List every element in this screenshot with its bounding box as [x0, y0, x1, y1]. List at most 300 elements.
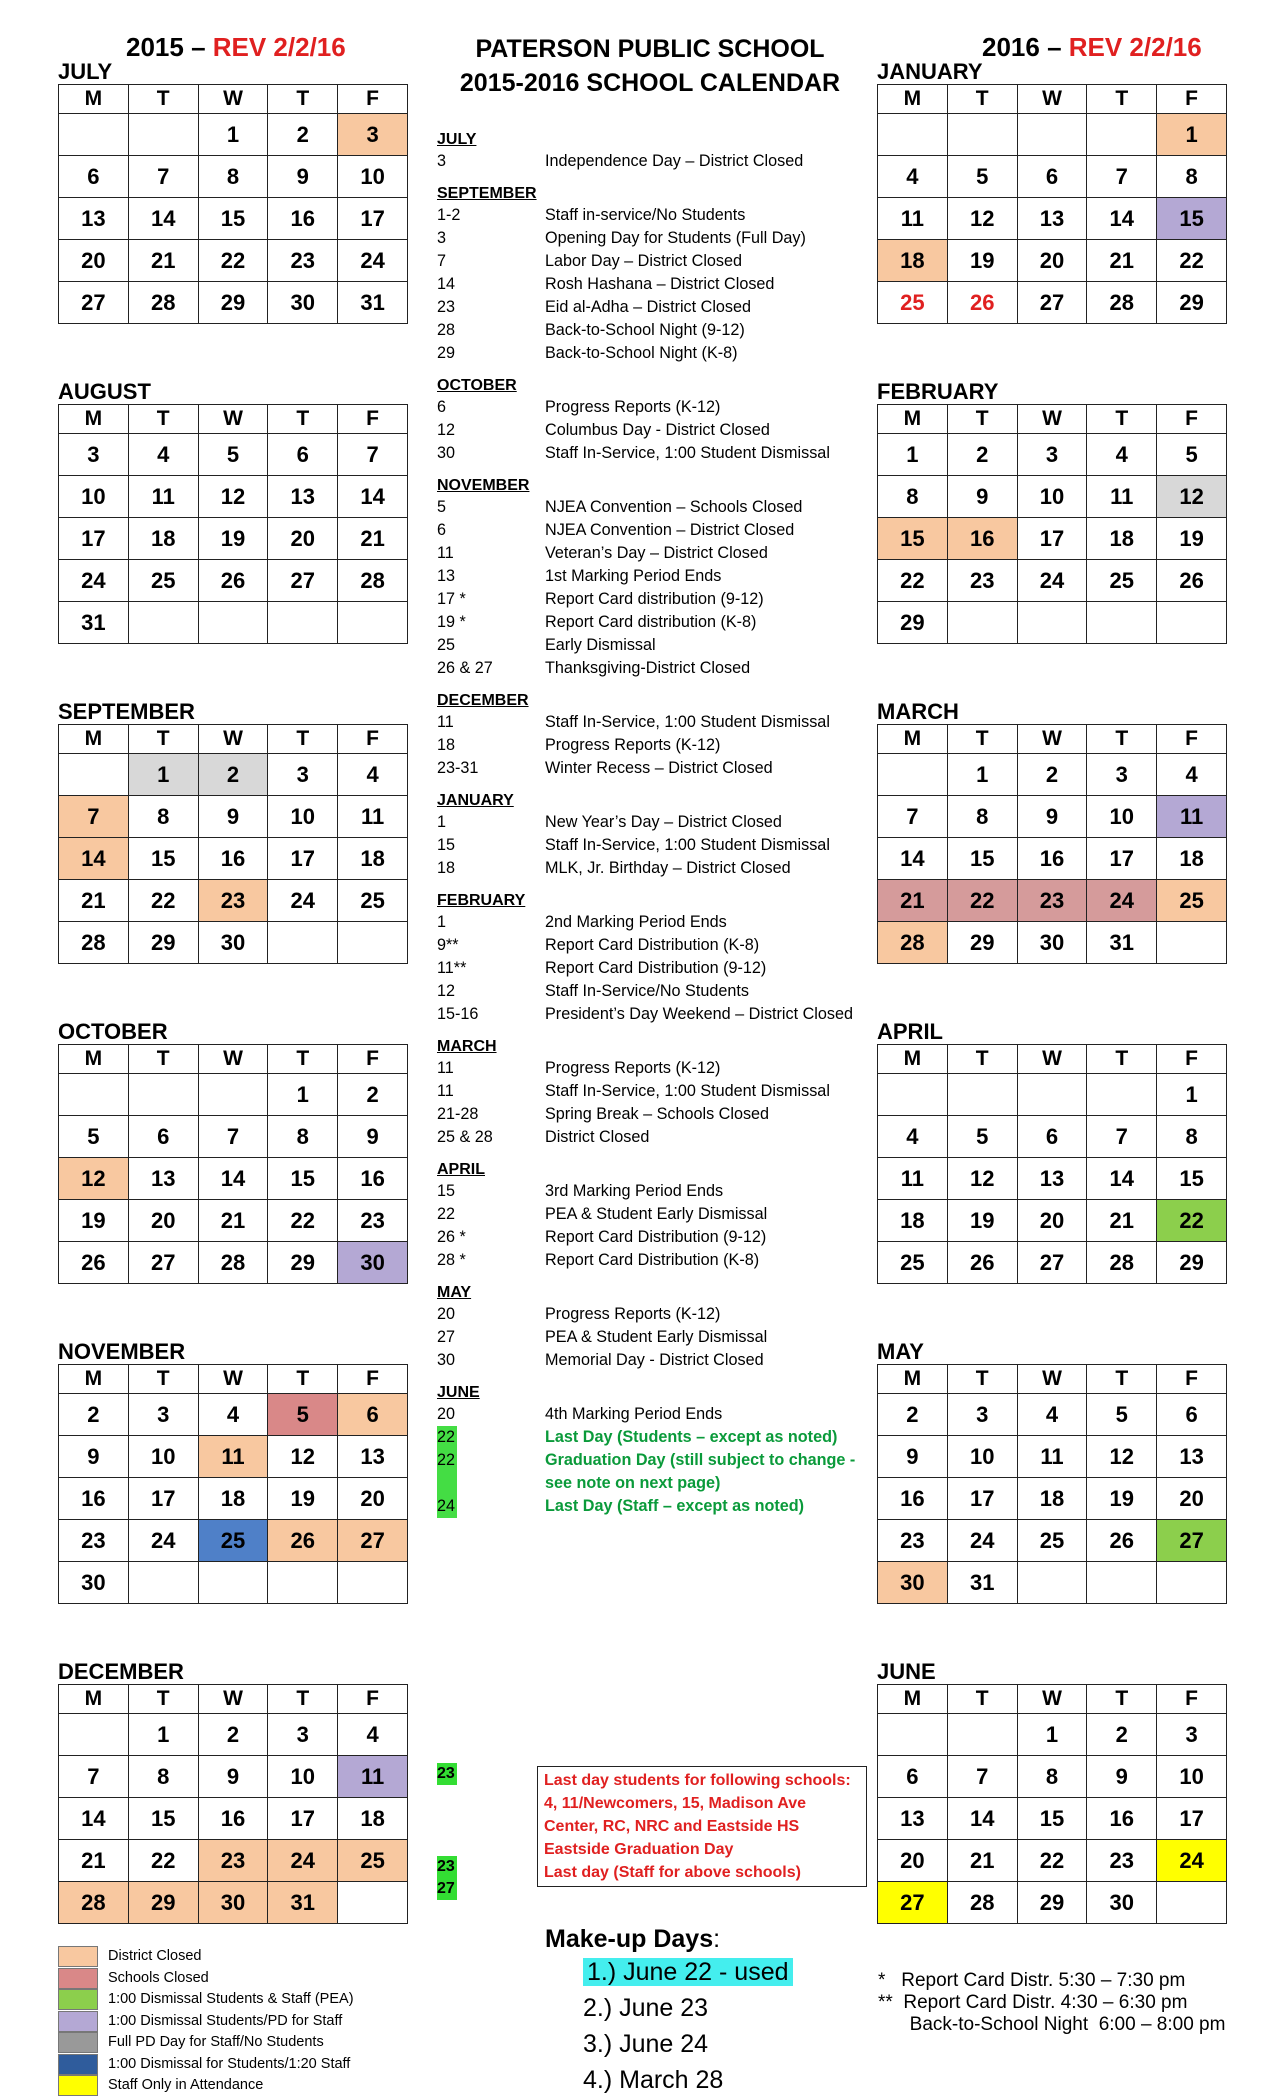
empty-cell	[1087, 602, 1157, 644]
day-cell: 21	[1087, 1200, 1157, 1242]
left-year: 2015 –	[126, 32, 213, 62]
makeup-item-1: 1.) June 22 - used	[583, 1958, 793, 1986]
day-cell: 7	[338, 434, 408, 476]
day-cell: 9	[878, 1436, 948, 1478]
event-row	[437, 957, 857, 980]
week-row	[878, 602, 1227, 644]
day-cell: 4	[1087, 434, 1157, 476]
event-row	[437, 1403, 857, 1426]
week-row	[878, 198, 1227, 240]
day-cell: 24	[1087, 880, 1157, 922]
event-text: PEA & Student Early Dismissal	[545, 1205, 768, 1223]
day-cell: 25	[1017, 1520, 1087, 1562]
day-cell: 27	[338, 1520, 408, 1562]
day-cell: 16	[198, 838, 268, 880]
events-month-heading: FEBRUARY	[437, 892, 526, 909]
event-row	[437, 834, 857, 857]
events-july	[437, 130, 857, 173]
day-cell: 17	[59, 518, 129, 560]
day-cell: 13	[1157, 1436, 1227, 1478]
day-cell: 4	[878, 1116, 948, 1158]
event-date: 26 & 27	[437, 659, 493, 677]
day-cell: 11	[1157, 796, 1227, 838]
day-cell: 15	[1017, 1798, 1087, 1840]
weekday-header: T	[947, 1365, 1017, 1394]
month-grid	[58, 1044, 408, 1284]
event-date: 26 *	[437, 1228, 466, 1246]
event-text: Report Card distribution (9-12)	[545, 590, 764, 608]
day-cell: 29	[878, 602, 948, 644]
day-cell: 21	[1087, 240, 1157, 282]
legend-item	[58, 2054, 354, 2076]
weekday-header: T	[947, 85, 1017, 114]
day-cell: 4	[338, 754, 408, 796]
week-row	[59, 434, 408, 476]
event-row	[437, 565, 857, 588]
weekday-header: T	[128, 1045, 198, 1074]
event-row	[437, 611, 857, 634]
day-cell: 7	[947, 1756, 1017, 1798]
event-date: 22	[437, 1205, 456, 1223]
event-row	[437, 296, 857, 319]
day-cell: 11	[1017, 1436, 1087, 1478]
day-cell: 16	[1017, 838, 1087, 880]
day-cell: 20	[338, 1478, 408, 1520]
legend-item	[58, 2075, 354, 2097]
day-cell: 26	[1157, 560, 1227, 602]
day-cell: 22	[268, 1200, 338, 1242]
right-month-march	[877, 700, 1227, 964]
week-row	[59, 476, 408, 518]
event-date: 12	[437, 421, 456, 439]
event-date: 30	[437, 1351, 456, 1369]
day-cell: 15	[878, 518, 948, 560]
event-date: 25	[437, 636, 456, 654]
week-row	[59, 1478, 408, 1520]
day-cell: 9	[198, 1756, 268, 1798]
day-cell: 18	[198, 1478, 268, 1520]
event-date: 15-16	[437, 1005, 479, 1023]
week-row	[59, 796, 408, 838]
event-row	[437, 204, 857, 227]
legend-label: 1:00 Dismissal for Students/1:20 Staff	[108, 2055, 351, 2072]
day-cell: 28	[947, 1882, 1017, 1924]
event-row	[437, 442, 857, 465]
day-cell: 20	[128, 1200, 198, 1242]
day-cell: 15	[268, 1158, 338, 1200]
event-text: Progress Reports (K-12)	[545, 398, 721, 416]
empty-cell	[128, 114, 198, 156]
day-cell: 10	[59, 476, 129, 518]
day-cell: 19	[1087, 1478, 1157, 1520]
day-cell: 16	[1087, 1798, 1157, 1840]
day-cell: 15	[1157, 198, 1227, 240]
day-cell: 30	[198, 1882, 268, 1924]
events-month-heading: DECEMBER	[437, 692, 529, 709]
week-row	[878, 922, 1227, 964]
weekday-header: W	[1017, 1045, 1087, 1074]
week-row	[59, 1200, 408, 1242]
week-row	[59, 1436, 408, 1478]
week-row	[59, 1116, 408, 1158]
event-text: 3rd Marking Period Ends	[545, 1182, 724, 1200]
day-cell: 25	[128, 560, 198, 602]
week-row	[878, 1798, 1227, 1840]
week-row	[59, 240, 408, 282]
weekday-header: M	[59, 405, 129, 434]
right-month-january	[877, 60, 1227, 324]
title-line1: PATERSON PUBLIC SCHOOL	[475, 35, 825, 63]
event-text: Columbus Day - District Closed	[545, 421, 770, 439]
day-cell: 17	[268, 1798, 338, 1840]
empty-cell	[128, 1562, 198, 1604]
day-cell: 16	[198, 1798, 268, 1840]
legend-label: Schools Closed	[108, 1969, 209, 1986]
event-date: 30	[437, 444, 456, 462]
day-cell: 5	[198, 434, 268, 476]
event-text: Report Card Distribution (9-12)	[545, 959, 767, 977]
footnote-1: * Report Card Distr. 5:30 – 7:30 pm	[878, 1970, 1186, 1991]
month-grid	[58, 1364, 408, 1604]
day-cell: 9	[338, 1116, 408, 1158]
month-name: APRIL	[877, 1019, 943, 1044]
weekday-header: T	[268, 1365, 338, 1394]
event-row	[437, 1349, 857, 1372]
month-grid	[58, 1684, 408, 1924]
event-text: Labor Day – District Closed	[545, 252, 743, 270]
legend-label: Full PD Day for Staff/No Students	[108, 2034, 324, 2050]
day-cell: 29	[128, 922, 198, 964]
event-text: Last Day (Students – except as noted)	[545, 1428, 838, 1446]
empty-cell	[59, 114, 129, 156]
day-cell: 1	[1017, 1714, 1087, 1756]
day-cell: 8	[1017, 1756, 1087, 1798]
day-cell: 16	[59, 1478, 129, 1520]
day-cell: 15	[1157, 1158, 1227, 1200]
empty-cell	[1157, 1882, 1227, 1924]
month-name: JANUARY	[877, 59, 983, 84]
day-cell: 12	[1087, 1436, 1157, 1478]
day-cell: 2	[1017, 754, 1087, 796]
event-date: 18	[437, 736, 456, 754]
day-cell: 4	[1017, 1394, 1087, 1436]
legend-swatch	[58, 2032, 98, 2053]
month-name: JUNE	[877, 1659, 936, 1684]
weekday-header: T	[1087, 405, 1157, 434]
event-text: Staff In-Service, 1:00 Student Dismissal	[545, 713, 830, 731]
event-row	[437, 1303, 857, 1326]
event-text: Staff In-Service/No Students	[545, 982, 749, 1000]
day-cell: 12	[59, 1158, 129, 1200]
event-text: Veteran’s Day – District Closed	[545, 544, 768, 562]
day-cell: 27	[1017, 282, 1087, 324]
right-month-june	[877, 1660, 1227, 1924]
left-month-november	[58, 1340, 408, 1604]
events-month-heading: MAY	[437, 1284, 472, 1301]
legend-item	[58, 1968, 354, 1990]
week-row	[59, 754, 408, 796]
day-cell: 15	[128, 1798, 198, 1840]
weekday-header: M	[878, 405, 948, 434]
empty-cell	[878, 1074, 948, 1116]
footnote-2: ** Report Card Distr. 4:30 – 6:30 pm	[878, 1992, 1188, 2013]
day-cell: 15	[128, 838, 198, 880]
day-cell: 5	[268, 1394, 338, 1436]
empty-cell	[878, 1714, 948, 1756]
day-cell: 29	[1157, 1242, 1227, 1284]
month-grid	[877, 1684, 1227, 1924]
day-cell: 29	[947, 922, 1017, 964]
day-cell: 11	[878, 198, 948, 240]
event-date: 6	[437, 521, 447, 539]
left-month-september	[58, 700, 408, 964]
week-row	[878, 240, 1227, 282]
events-december	[437, 691, 857, 780]
day-cell: 22	[878, 560, 948, 602]
day-cell: 30	[268, 282, 338, 324]
event-date: 23	[437, 298, 456, 316]
day-cell: 26	[268, 1520, 338, 1562]
day-cell: 31	[1087, 922, 1157, 964]
day-cell: 7	[1087, 156, 1157, 198]
weekday-header: W	[198, 405, 268, 434]
month-grid	[58, 724, 408, 964]
empty-cell	[198, 1562, 268, 1604]
day-cell: 28	[59, 1882, 129, 1924]
day-cell: 10	[338, 156, 408, 198]
week-row	[878, 1200, 1227, 1242]
events-month-heading: JULY	[437, 131, 477, 148]
day-cell: 18	[338, 838, 408, 880]
empty-cell	[1157, 922, 1227, 964]
day-cell: 30	[878, 1562, 948, 1604]
green-marker-27: 27	[437, 1878, 457, 1900]
day-cell: 1	[1157, 1074, 1227, 1116]
day-cell: 26	[59, 1242, 129, 1284]
box-note-text2: Eastside Graduation Day	[544, 1841, 734, 1858]
day-cell: 6	[268, 434, 338, 476]
events-january	[437, 791, 857, 880]
weekday-header: M	[878, 1365, 948, 1394]
day-cell: 14	[1087, 1158, 1157, 1200]
month-name: OCTOBER	[58, 1019, 168, 1044]
makeup-days	[545, 1925, 793, 2098]
day-cell: 22	[1157, 1200, 1227, 1242]
month-name: SEPTEMBER	[58, 699, 195, 724]
week-row	[878, 1074, 1227, 1116]
day-cell: 19	[947, 1200, 1017, 1242]
empty-cell	[947, 602, 1017, 644]
week-row	[59, 1714, 408, 1756]
event-date: 3	[437, 229, 447, 247]
events-march	[437, 1037, 857, 1149]
weekday-header: W	[198, 1685, 268, 1714]
empty-cell	[1157, 602, 1227, 644]
day-cell: 30	[338, 1242, 408, 1284]
weekday-header: W	[198, 1045, 268, 1074]
day-cell: 8	[1157, 1116, 1227, 1158]
event-text: Memorial Day - District Closed	[545, 1351, 764, 1369]
green-marker-23b: 23	[437, 1856, 457, 1878]
left-month-december	[58, 1660, 408, 1924]
month-name: MARCH	[877, 699, 959, 724]
week-row	[878, 282, 1227, 324]
day-cell: 27	[128, 1242, 198, 1284]
legend-item	[58, 2032, 354, 2054]
day-cell: 23	[1087, 1840, 1157, 1882]
empty-cell	[1087, 1562, 1157, 1604]
event-row	[437, 419, 857, 442]
empty-cell	[947, 1074, 1017, 1116]
events-may	[437, 1283, 857, 1372]
day-cell: 29	[1017, 1882, 1087, 1924]
day-cell: 23	[1017, 880, 1087, 922]
day-cell: 3	[268, 1714, 338, 1756]
legend-swatch	[58, 2011, 98, 2032]
week-row	[59, 1798, 408, 1840]
day-cell: 17	[1157, 1798, 1227, 1840]
day-cell: 3	[1087, 754, 1157, 796]
box-note-text1: Last day students for following schools: 4, 11/Newcomers, 15, Madison Ave Center, RC, NRC and Eastside HS	[544, 1772, 851, 1835]
day-cell: 14	[1087, 198, 1157, 240]
day-cell: 1	[198, 114, 268, 156]
event-text: Progress Reports (K-12)	[545, 1059, 721, 1077]
legend	[58, 1946, 354, 2097]
event-text: 2nd Marking Period Ends	[545, 913, 727, 931]
weekday-header: F	[1157, 85, 1227, 114]
day-cell: 14	[59, 838, 129, 880]
day-cell: 1	[947, 754, 1017, 796]
day-cell: 13	[59, 198, 129, 240]
day-cell: 21	[59, 1840, 129, 1882]
week-row	[59, 560, 408, 602]
day-cell: 11	[1087, 476, 1157, 518]
day-cell: 20	[1157, 1478, 1227, 1520]
empty-cell	[947, 1714, 1017, 1756]
green-marker-23a: 23	[437, 1763, 457, 1785]
day-cell: 31	[338, 282, 408, 324]
legend-swatch	[58, 1968, 98, 1989]
week-row	[59, 1520, 408, 1562]
event-text: Staff In-Service, 1:00 Student Dismissal	[545, 1082, 830, 1100]
right-rev: REV 2/2/16	[1068, 32, 1202, 62]
day-cell: 16	[878, 1478, 948, 1520]
events-list	[437, 130, 857, 1529]
footnotes	[878, 1970, 1225, 2036]
weekday-header: T	[268, 85, 338, 114]
day-cell: 22	[128, 880, 198, 922]
day-cell: 28	[59, 922, 129, 964]
page-title	[400, 32, 900, 100]
header-left	[126, 32, 346, 63]
event-date: 1	[437, 813, 447, 831]
day-cell: 18	[1017, 1478, 1087, 1520]
event-text: Report Card Distribution (9-12)	[545, 1228, 767, 1246]
event-row	[437, 1203, 857, 1226]
events-month-heading: NOVEMBER	[437, 477, 530, 494]
day-cell: 29	[128, 1882, 198, 1924]
day-cell: 7	[1087, 1116, 1157, 1158]
event-row	[437, 496, 857, 519]
weekday-header: T	[947, 405, 1017, 434]
weekday-header: W	[1017, 1685, 1087, 1714]
week-row	[878, 838, 1227, 880]
weekday-header: M	[59, 1365, 129, 1394]
weekday-header: T	[268, 1045, 338, 1074]
event-date: 14	[437, 275, 456, 293]
weekday-header: F	[338, 725, 408, 754]
weekday-header: W	[1017, 85, 1087, 114]
day-cell: 31	[268, 1882, 338, 1924]
day-cell: 17	[947, 1478, 1017, 1520]
empty-cell	[1087, 1074, 1157, 1116]
weekday-header: M	[59, 85, 129, 114]
makeup-title: Make-up Days	[545, 1925, 714, 1953]
event-row	[437, 634, 857, 657]
events-february	[437, 891, 857, 1026]
month-name: MAY	[877, 1339, 924, 1364]
day-cell: 12	[198, 476, 268, 518]
week-row	[878, 754, 1227, 796]
event-row	[437, 342, 857, 365]
day-cell: 24	[59, 560, 129, 602]
day-cell: 3	[128, 1394, 198, 1436]
day-cell: 27	[1157, 1520, 1227, 1562]
day-cell: 27	[878, 1882, 948, 1924]
event-date: 21-28	[437, 1105, 479, 1123]
weekday-header: M	[59, 1045, 129, 1074]
day-cell: 23	[338, 1200, 408, 1242]
event-row	[437, 396, 857, 419]
event-date: 18	[437, 859, 456, 877]
events-month-heading: SEPTEMBER	[437, 185, 537, 202]
day-cell: 9	[59, 1436, 129, 1478]
week-row	[878, 1436, 1227, 1478]
event-date: 5	[437, 498, 447, 516]
event-text: Eid al-Adha – District Closed	[545, 298, 752, 316]
weekday-header: W	[1017, 725, 1087, 754]
day-cell: 10	[268, 796, 338, 838]
day-cell: 11	[878, 1158, 948, 1200]
event-row	[437, 757, 857, 780]
day-cell: 28	[878, 922, 948, 964]
header-right	[982, 32, 1202, 63]
event-row	[437, 1103, 857, 1126]
event-row	[437, 542, 857, 565]
day-cell: 6	[1017, 156, 1087, 198]
day-cell: 4	[338, 1714, 408, 1756]
day-cell: 18	[1157, 838, 1227, 880]
day-cell: 19	[59, 1200, 129, 1242]
month-grid	[58, 404, 408, 644]
event-date: 27	[437, 1328, 456, 1346]
event-date: 12	[437, 982, 456, 1000]
day-cell: 19	[1157, 518, 1227, 560]
day-cell: 25	[338, 1840, 408, 1882]
event-date: 25 & 28	[437, 1128, 493, 1146]
week-row	[878, 156, 1227, 198]
day-cell: 25	[878, 1242, 948, 1284]
day-cell: 17	[128, 1478, 198, 1520]
empty-cell	[268, 602, 338, 644]
events-month-heading: JUNE	[437, 1384, 480, 1401]
day-cell: 6	[878, 1756, 948, 1798]
day-cell: 24	[128, 1520, 198, 1562]
day-cell: 24	[1157, 1840, 1227, 1882]
day-cell: 8	[128, 796, 198, 838]
day-cell: 30	[59, 1562, 129, 1604]
day-cell: 2	[1087, 1714, 1157, 1756]
